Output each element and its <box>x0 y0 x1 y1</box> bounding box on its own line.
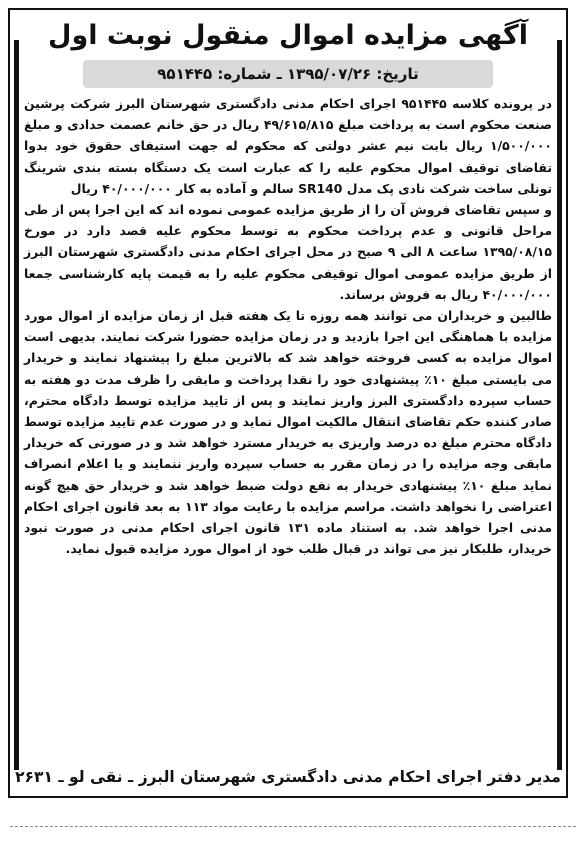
notice-signature-line: مدیر دفتر اجرای احکام مدنی دادگستری شهرستان البرز ـ نقی لو ـ ۲۶۳۱ <box>15 768 561 786</box>
left-border-bar <box>14 40 19 770</box>
paragraph-case-details: در پرونده کلاسه ۹۵۱۴۴۵ اجرای احکام مدنی دادگستری شهرستان البرز شرکت پرشین صنعت محکوم است به پرداخت مبلغ ۴۹/۶۱۵/۸۱۵ ریال در حق خانم عصمت حدادی و مبلغ ۱/۵۰۰/۰۰۰ ریال بابت نیم عشر دولتی که محکوم له جهت استیفای حقوق خود بدوا تقاضای توقیف اموال محکوم علیه را که عبارت است یک دستگاه بسته بندی شرینگ تونلی ساخت شرکت نادی پک مدل SR140 سالم و آماده به کار ۴۰/۰۰۰/۰۰۰ ریال <box>24 96 552 196</box>
cut-line-divider <box>10 826 576 827</box>
paragraph-auction-schedule: و سپس تقاضای فروش آن را از طریق مزایده عمومی نموده اند که این اجرا پس از طی مراحل قانونی و عدم پرداخت محکوم به توسط محکوم علیه قصد دارد در مورخ ۱۳۹۵/۰۸/۱۵ ساعت ۸ الی ۹ صبح در محل اجرای احکام مدنی دادگستری شهرستان البرز از طریق مزایده عمومی اموال توقیفی محکوم علیه را به قیمت پایه کارشناسی جمعا ۴۰/۰۰۰/۰۰۰ ریال به فروش برساند. <box>24 202 552 302</box>
date-number-banner: تاریخ: ۱۳۹۵/۰۷/۲۶ ـ شماره: ۹۵۱۴۴۵ <box>83 60 493 88</box>
paragraph-auction-terms: طالبین و خریداران می توانند همه روزه تا یک هفته قبل از زمان مزایده از اموال مورد مزایده با هماهنگی این اجرا بازدید و در زمان مزایده حضورا شرکت نمایند. بدیهی است اموال مزایده به کسی فروخته خواهد شد که بالاترین مبلغ را پیشنهاد نمایند و خریدار می بایستی مبلغ ۱۰٪ پیشنهادی خود را نقدا پرداخت و مابقی را ظرف مدت دو هفته به حساب سپرده دادگستری البرز واریز نمایند و پس از تایید مزایده توسط دادگاه محترم، صادر کننده حکم تقاضای انتقال مالکیت اموال نماید و در صورت عدم تایید مزایده توسط دادگاه محترم مبلغ ده درصد واریزی به خریدار مسترد خواهد شد و در صورتی که خریدار مابقی وجه مزایده را در زمان مقرر به حساب سپرده واریز ننمایند و یا اعلام انصراف نماید مبلغ ۱۰٪ پیشنهادی خریدار به نفع دولت ضبط خواهد شد و خریدار حق هیچ گونه اعتراضی را نخواهد داشت. مراسم مزایده با رعایت مواد ۱۱۳ به بعد قانون اجرای احکام مدنی اجرا خواهد شد. به استناد ماده ۱۳۱ قانون اجرای احکام مدنی در صورت نبود خریدار، طلبکار نیز می تواند در قبال طلب خود از اموال مورد مزایده قبول نماید. <box>24 308 553 557</box>
right-border-bar <box>557 40 562 770</box>
notice-frame <box>8 8 568 798</box>
notice-title: آگهی مزایده اموال منقول نوبت اول <box>48 20 528 51</box>
notice-body <box>10 88 566 559</box>
